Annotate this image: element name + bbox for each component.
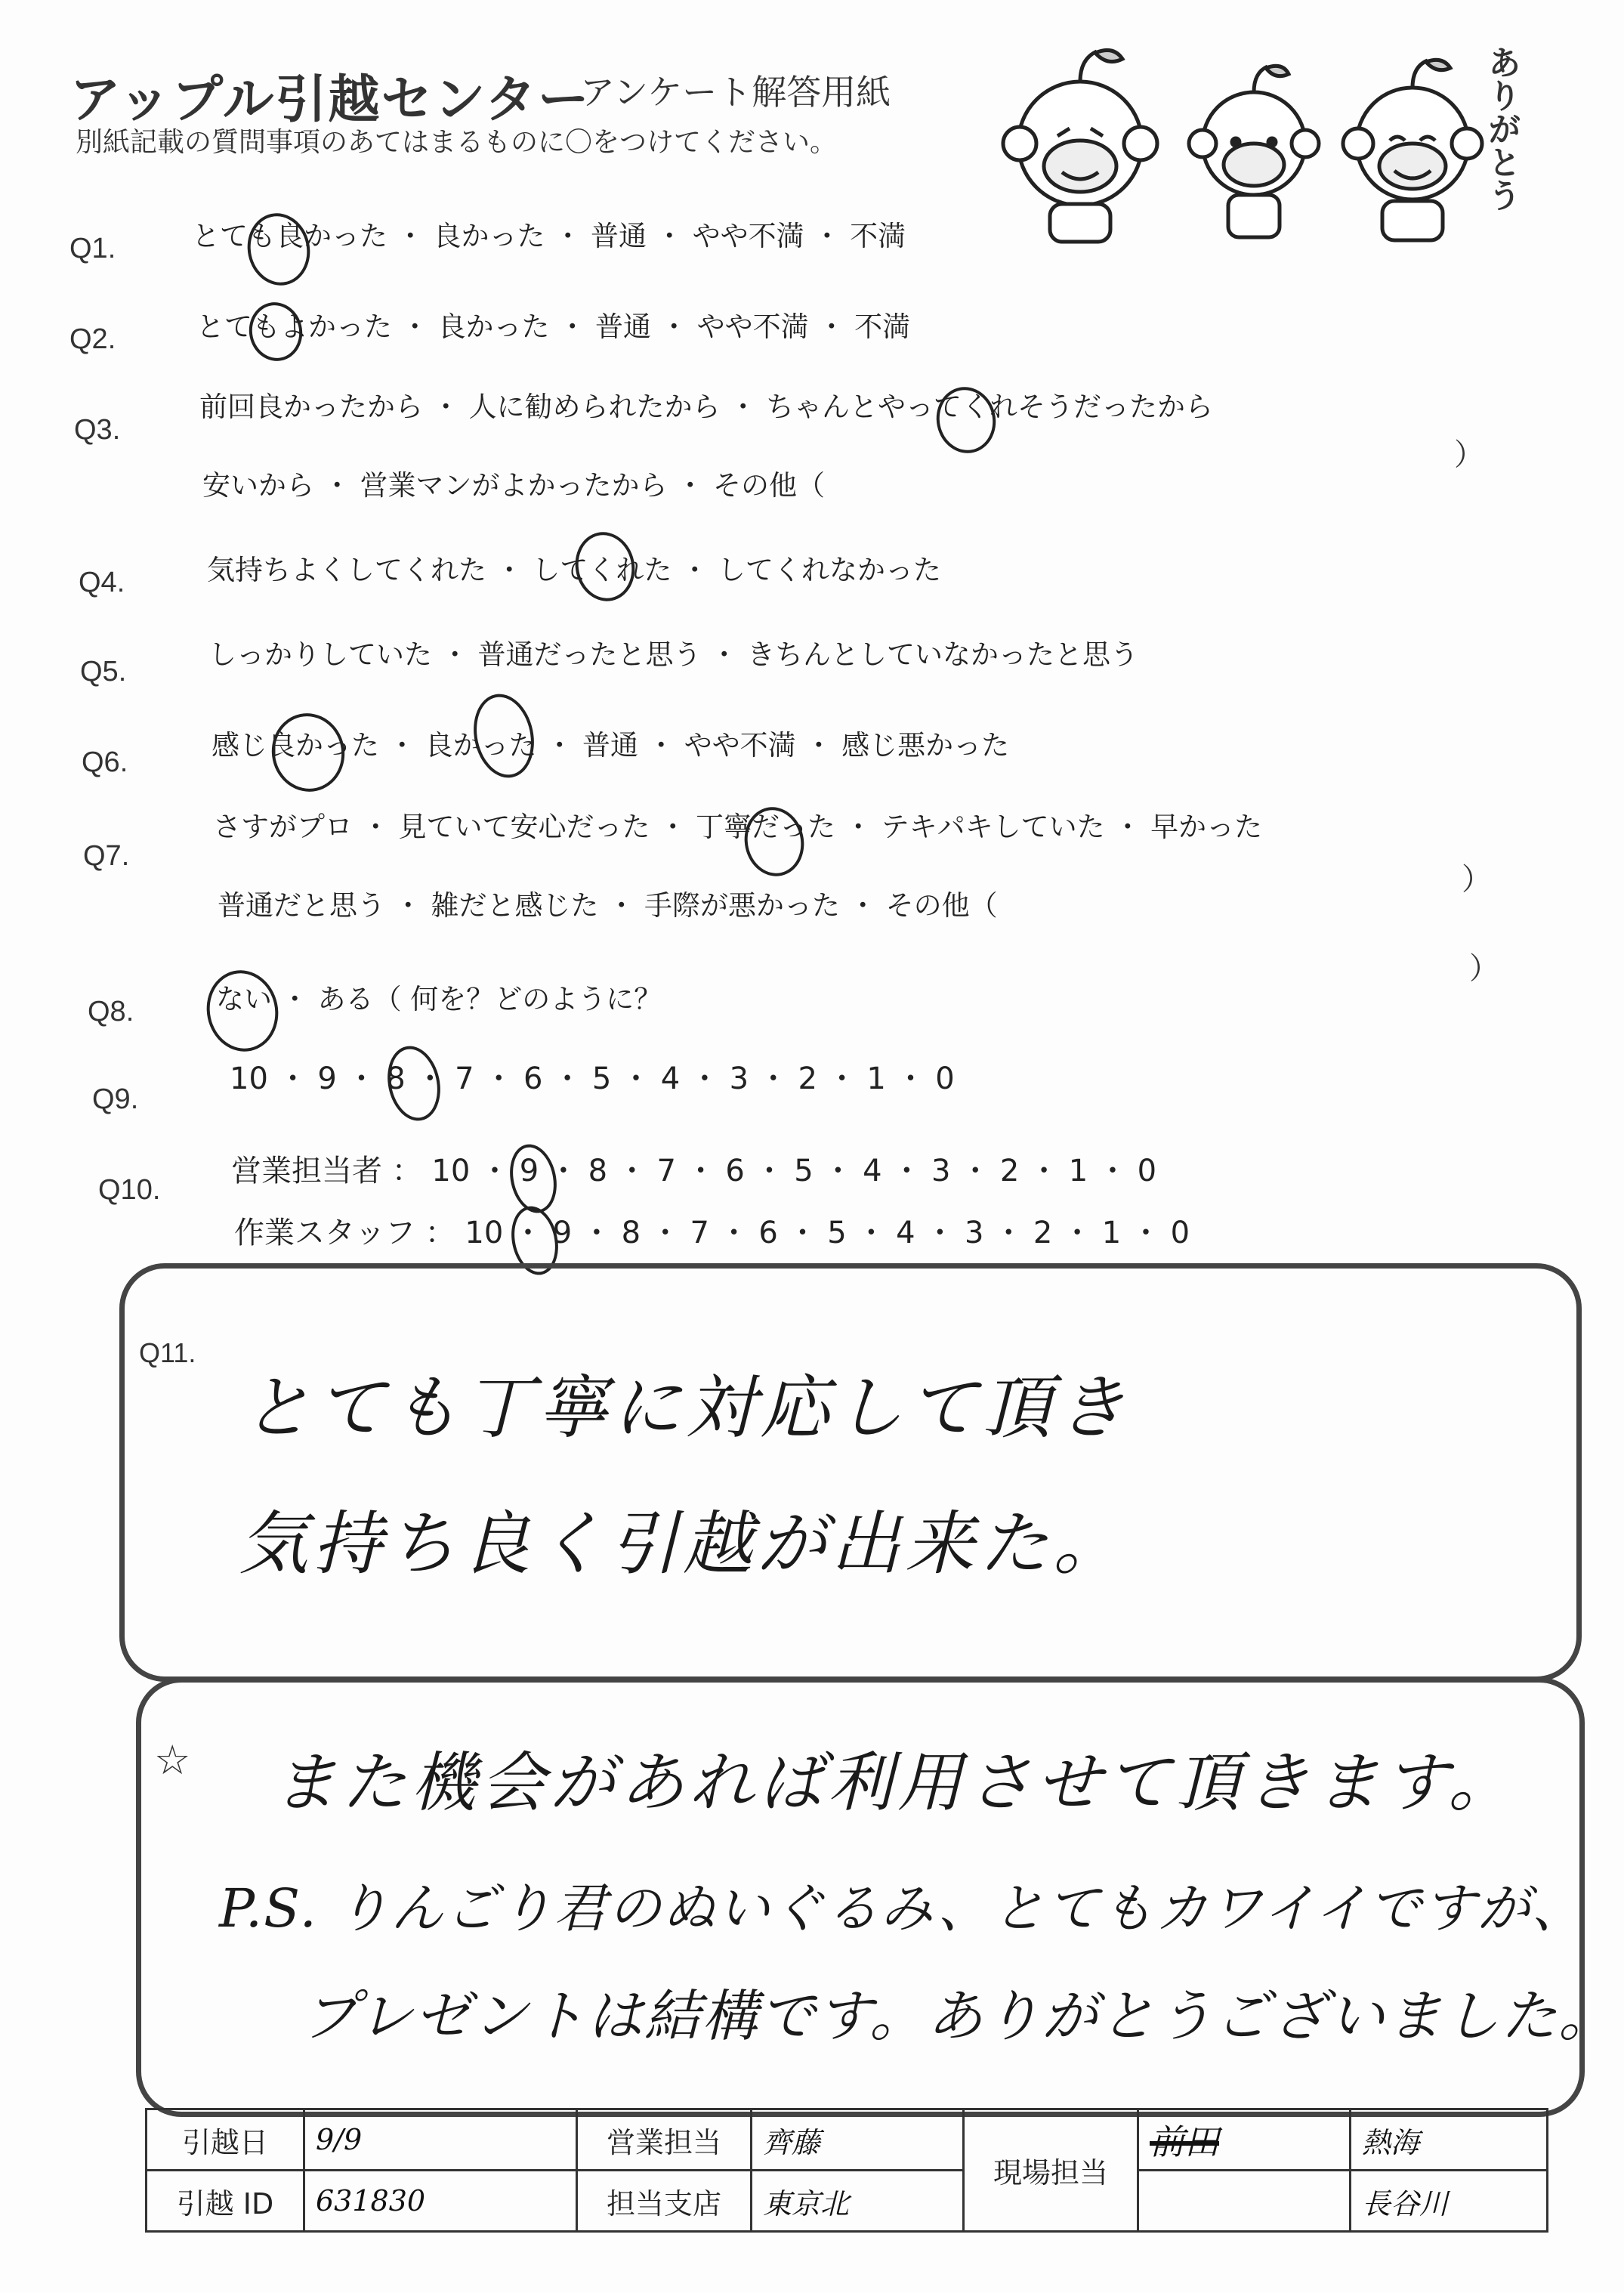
extra-handwritten-line2: P.S. りんごり君のぬいぐるみ、とてもカワイイですが、 bbox=[219, 1877, 1586, 1939]
q11-handwritten-line1: とても丁寧に対応して頂き bbox=[242, 1367, 1131, 1448]
extra-handwritten-line1: また機会があれば利用させて頂きます。 bbox=[272, 1745, 1518, 1821]
form-subtitle: アンケート解答用紙 bbox=[580, 72, 891, 113]
monkey-mascot-middle bbox=[1189, 66, 1319, 237]
question-options-q1: とても良かった ・ 良かった ・ 普通 ・ やや不満 ・ 不満 bbox=[192, 220, 906, 252]
question-label-q6: Q6. bbox=[82, 746, 128, 778]
question-label-q7: Q7. bbox=[83, 840, 130, 872]
move-date-value: 9/9 bbox=[304, 2109, 577, 2171]
site-rep-struck-name: 前田 bbox=[1150, 2121, 1219, 2162]
site-rep-label: 現場担当 bbox=[964, 2109, 1138, 2232]
answer-mark-q9 bbox=[381, 1041, 446, 1126]
question-label-q5: Q5. bbox=[80, 656, 127, 688]
question-label-q1: Q1. bbox=[69, 233, 116, 264]
site-rep-struck bbox=[1138, 2109, 1351, 2171]
question-options-q5: しっかりしていた ・ 普通だったと思う ・ きちんとしていなかったと思う bbox=[208, 638, 1139, 671]
q11-comment-box bbox=[119, 1263, 1582, 1682]
question-label-q10: Q10. bbox=[98, 1174, 161, 1206]
question-options-q10-staff: 作業スタッフ ： 10 ・ 9 ・ 8 ・ 7 ・ 6 ・ 5 ・ 4 ・ 3 ・ 2 ・ 1 ・ 0 bbox=[234, 1216, 1190, 1250]
site-rep-empty bbox=[1138, 2171, 1351, 2232]
move-date-label: 引越日 bbox=[147, 2109, 304, 2171]
site-rep-value-1: 熱海 bbox=[1351, 2109, 1548, 2171]
question-options-q3-line1: 前回良かったから ・ 人に勧められたから ・ ちゃんとやってくれそうだったから bbox=[199, 391, 1214, 423]
mascot-illustration bbox=[990, 30, 1533, 249]
question-label-q2: Q2. bbox=[69, 323, 116, 355]
branch-value: 東京北 bbox=[752, 2171, 964, 2232]
q11-label: Q11. bbox=[139, 1337, 196, 1368]
monkey-mascot-left bbox=[1003, 50, 1157, 242]
close-paren-q3: ） bbox=[1454, 437, 1484, 472]
move-id-value: 631830 bbox=[304, 2171, 577, 2232]
question-options-q10-sales: 営業担当者 ： 10 ・ 9 ・ 8 ・ 7 ・ 6 ・ 5 ・ 4 ・ 3 ・ 2 ・ 1 ・ 0 bbox=[231, 1154, 1157, 1188]
answer-mark-q6-b bbox=[466, 688, 542, 783]
monkey-mascot-right bbox=[1343, 60, 1482, 240]
company-title: アップル引越センター bbox=[69, 70, 591, 130]
q11-handwritten-line2: 気持ち良く引越が出来た。 bbox=[239, 1503, 1128, 1584]
extra-handwritten-line3: プレゼントは結構です。ありがとうございました。 bbox=[302, 1984, 1616, 2049]
branch-label: 担当支店 bbox=[577, 2171, 752, 2232]
question-label-q3: Q3. bbox=[74, 414, 121, 446]
sales-rep-value: 齊藤 bbox=[752, 2109, 964, 2171]
answer-mark-q4 bbox=[569, 527, 641, 607]
footer-info-table bbox=[145, 2108, 1548, 2233]
question-options-q4: 気持ちよくしてくれた ・ してくれた ・ してくれなかった bbox=[207, 554, 942, 586]
question-options-q8: ない ・ ある（ 何を？どのように？ bbox=[216, 983, 662, 1015]
answer-mark-q6-a bbox=[264, 706, 352, 799]
star-icon: ☆ bbox=[154, 1736, 191, 1784]
site-rep-value-2: 長谷川 bbox=[1351, 2171, 1548, 2232]
question-label-q9: Q9. bbox=[92, 1083, 139, 1115]
question-options-q9: 10 ・ 9 ・ 8 ・ 7 ・ 6 ・ 5 ・ 4 ・ 3 ・ 2 ・ 1 ・ 0 bbox=[230, 1062, 955, 1096]
mascot-caption: ありがとう bbox=[1482, 45, 1521, 212]
question-options-q7-line1: さすがプロ ・ 見ていて安心だった ・ 丁寧だった ・ テキパキしていた ・ 早かった bbox=[213, 811, 1263, 843]
question-label-q8: Q8. bbox=[88, 996, 134, 1028]
question-options-q3-line2: 安いから ・ 営業マンがよかったから ・ その他（ bbox=[202, 469, 826, 502]
question-options-q2: とてもよかった ・ 良かった ・ 普通 ・ やや不満 ・ 不満 bbox=[196, 311, 911, 343]
question-options-q6: 感じ良かった ・ 良かった ・ 普通 ・ やや不満 ・ 感じ悪かった bbox=[211, 729, 1010, 762]
close-paren-q7: ） bbox=[1462, 862, 1492, 897]
move-id-label: 引越 ID bbox=[147, 2171, 304, 2232]
sales-rep-label: 営業担当 bbox=[577, 2109, 752, 2171]
close-paren-q8: ） bbox=[1469, 951, 1499, 986]
question-options-q7-line2: 普通だと思う ・ 雑だと感じた ・ 手際が悪かった ・ その他（ bbox=[218, 889, 998, 922]
instructions-text: 別紙記載の質問事項のあてはまるものに〇をつけてください。 bbox=[76, 127, 838, 158]
question-label-q4: Q4. bbox=[79, 567, 125, 598]
